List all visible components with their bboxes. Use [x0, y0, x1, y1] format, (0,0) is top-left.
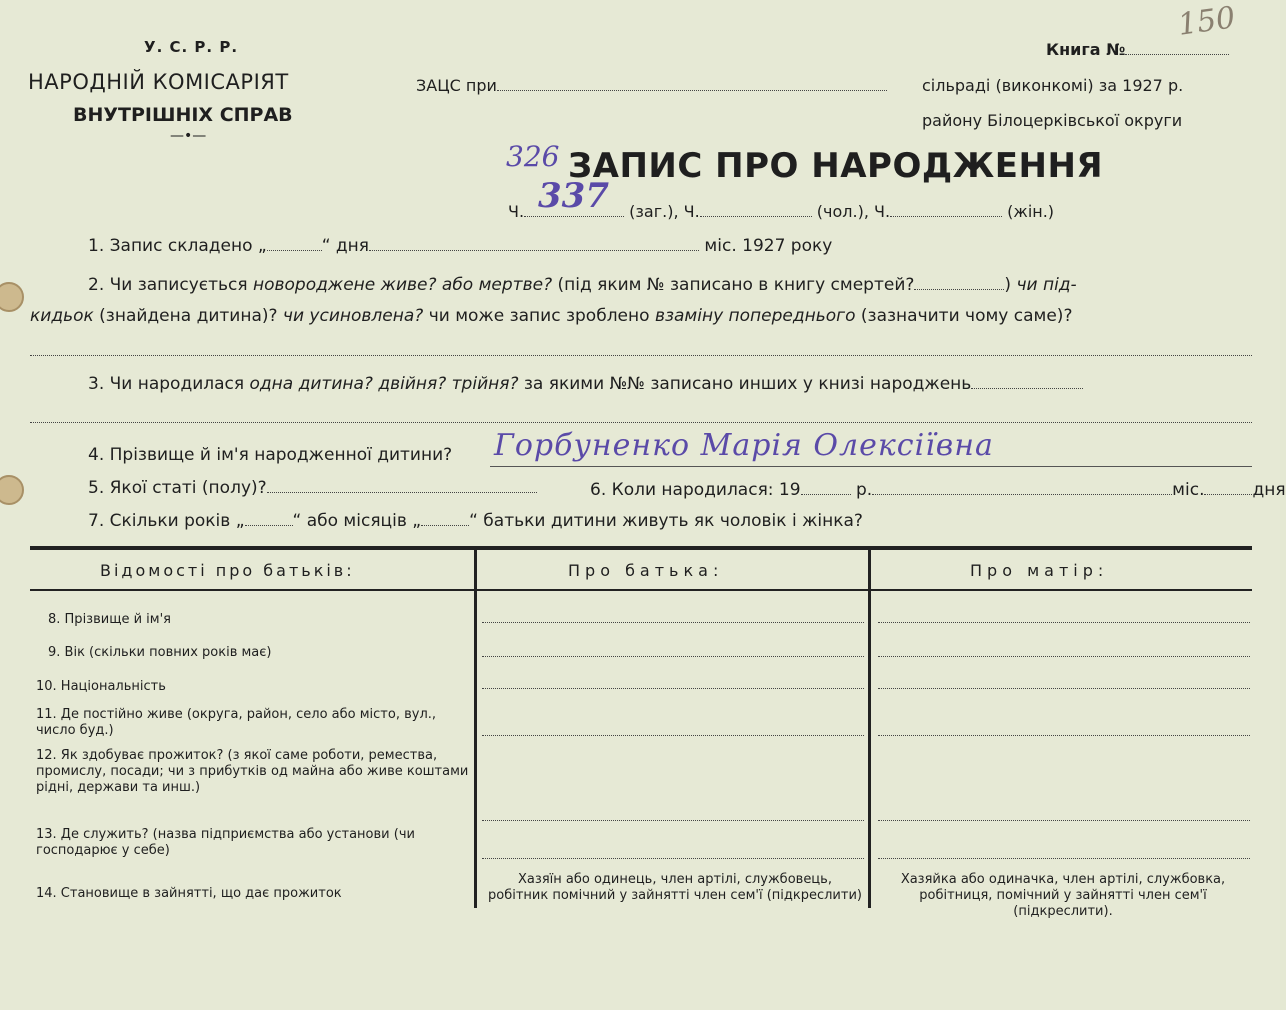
mother-row-line	[878, 820, 1250, 821]
table-row-label: 13. Де служить? (назва підприємства або установи (чи господарює у себе)	[36, 827, 415, 858]
book-number: Книга №	[1046, 40, 1229, 59]
header-state: У. С. Р. Р.	[144, 38, 239, 56]
field-5: 5. Якої статі (полу)?	[88, 478, 537, 498]
header-divider: —•—	[170, 128, 207, 144]
field-7: 7. Скільки років „ “ або місяців „ “ батьки дитини живуть як чоловік і жінка?	[88, 511, 863, 531]
table-header-rule	[30, 589, 1252, 591]
punch-hole-bottom	[0, 475, 24, 505]
record-title: ЗАПИС ПРО НАРОДЖЕННЯ	[568, 146, 1104, 186]
handwritten-number: 337	[538, 176, 609, 216]
district-label: району Білоцерківської округи	[922, 111, 1183, 130]
table-top-rule	[30, 546, 1252, 550]
father-row-line	[482, 820, 864, 821]
field-2-blank	[30, 355, 1252, 356]
father-row-line	[482, 735, 864, 736]
header-internal-affairs: ВНУТРІШНІХ СПРАВ	[73, 104, 293, 126]
handwritten-number-alt: 326	[506, 140, 560, 173]
table-col-divider-2	[868, 550, 871, 908]
table-header-father: Про батька:	[568, 561, 724, 580]
father-row-line	[482, 656, 864, 657]
mother-row-line	[878, 858, 1250, 859]
table-col-divider-1	[474, 550, 477, 908]
field-6: 6. Коли народилася: 19 р. міс. дня	[590, 480, 1286, 500]
table-row-label: 11. Де постійно живе (округа, район, село або місто, вул., число буд.)	[36, 707, 437, 738]
mother-row-line	[878, 735, 1250, 736]
record-numbers: Ч. (заг.), Ч. (чол.), Ч. (жін.)	[508, 202, 1055, 221]
table-row-label: 8. Прізвище й ім'я	[48, 612, 171, 627]
field-3-blank	[30, 422, 1252, 423]
field-2-line1: 2. Чи записується новороджене живе? або мертве? (під яким № записано в книгу смертей? ) чи під-	[88, 275, 1077, 295]
zags-label: ЗАЦС при	[416, 76, 887, 95]
village-council: сільраді (виконкомі) за 1927 р.	[922, 76, 1184, 95]
field-3: 3. Чи народилася одна дитина? двійня? трійня? за якими №№ записано инших у книзі народжень	[88, 374, 1083, 394]
field-2-line2: кидьок (знайдена дитина)? чи усиновлена? чи може запис зроблено взаміну попереднього (зазначити чому саме)?	[30, 306, 1073, 326]
father-row-line	[482, 688, 864, 689]
mother-row-line	[878, 688, 1250, 689]
corner-number: 150	[1175, 0, 1238, 43]
child-name-underline	[490, 466, 1252, 467]
table-header-mother: Про матір:	[970, 561, 1109, 580]
father-row-line	[482, 622, 864, 623]
child-name-handwritten: Горбуненко Марія Олексіївна	[494, 428, 994, 463]
punch-hole-top	[0, 282, 24, 312]
mother-row-line	[878, 622, 1250, 623]
table-row-label: 12. Як здобуває прожиток? (з якої саме роботи, ремества, промислу, посади; чи з прибутків од майна або живе коштами рідні, держави та инш.)	[36, 748, 469, 795]
table-header-parents: Відомості про батьків:	[100, 561, 355, 580]
table-row-label: 10. Національність	[36, 679, 166, 694]
table-row-label: 14. Становище в зайнятті, що дає прожиток	[36, 886, 342, 901]
table-row-label: 9. Вік (скільки повних років має)	[48, 645, 272, 660]
field-1: 1. Запис складено „ “ дня міс. 1927 року	[88, 236, 833, 256]
mother-employment-options: Хазяйка або одиначка, член артілі, службовка, робітниця, помічний у зайнятті член сем'ї (підкреслити).	[900, 872, 1226, 919]
mother-row-line	[878, 656, 1250, 657]
father-employment-options: Хазяїн або одинець, член артілі, службовець, робітник помічний у зайнятті член сем'ї (підкреслити)	[488, 872, 862, 903]
header-commissariat: НАРОДНІЙ КОМІСАРІЯТ	[28, 70, 289, 94]
field-4-label: 4. Прізвище й ім'я народженної дитини?	[88, 445, 453, 465]
father-row-line	[482, 858, 864, 859]
